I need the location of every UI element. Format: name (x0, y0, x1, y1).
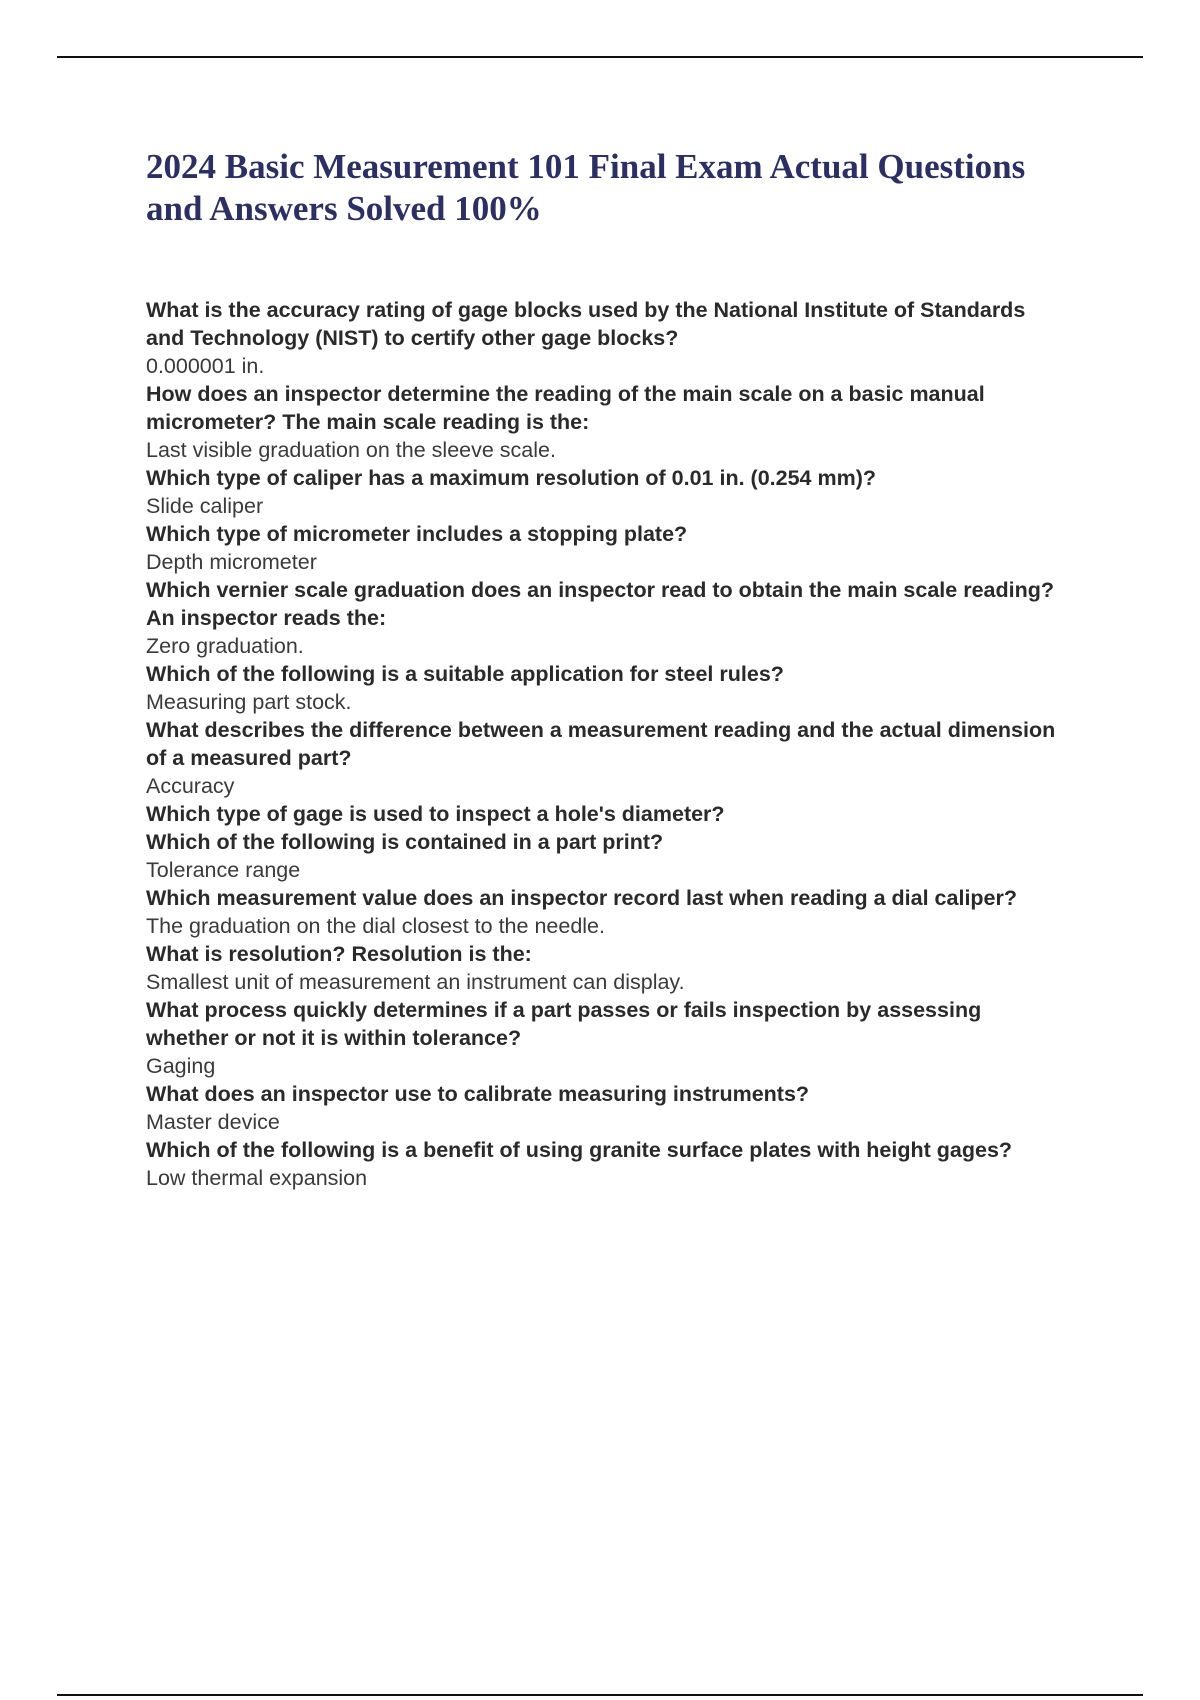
qa-item (146, 464, 1066, 520)
answer-text: Gaging (146, 1054, 216, 1078)
answer-text: Master device (146, 1110, 280, 1134)
qa-item (146, 1136, 1066, 1192)
qa-item (146, 520, 1066, 576)
question-text: What is the accuracy rating of gage blocks used by the National Institute of Standards and Technology (NIST) to certify other gage blocks? (146, 298, 1026, 350)
answer-text: Last visible graduation on the sleeve scale. (146, 438, 556, 462)
answer-text: Low thermal expansion (146, 1166, 368, 1190)
question-text: What is resolution? Resolution is the: (146, 942, 532, 966)
qa-item (146, 828, 1066, 884)
question-text: What does an inspector use to calibrate measuring instruments? (146, 1082, 810, 1106)
question-text: Which vernier scale graduation does an inspector read to obtain the main scale reading? An inspector reads the: (146, 578, 1054, 630)
question-text: What process quickly determines if a part passes or fails inspection by assessing whether or not it is within tolerance? (146, 998, 982, 1050)
qa-item (146, 716, 1066, 800)
qa-item (146, 940, 1066, 996)
question-text: Which of the following is a benefit of using granite surface plates with height gages? (146, 1138, 1013, 1162)
question-text: How does an inspector determine the reading of the main scale on a basic manual micrometer? The main scale reading is the: (146, 382, 985, 434)
document-title: 2024 Basic Measurement 101 Final Exam Actual Questions and Answers Solved 100% (146, 147, 1026, 228)
qa-list (146, 296, 1066, 1192)
answer-text: Accuracy (146, 774, 235, 798)
bottom-rule (57, 1694, 1143, 1696)
document-body (146, 146, 1066, 1192)
qa-item (146, 296, 1066, 380)
answer-text: Slide caliper (146, 494, 264, 518)
answer-text: Depth micrometer (146, 550, 317, 574)
qa-item (146, 996, 1066, 1080)
answer-text: Zero graduation. (146, 634, 304, 658)
qa-item (146, 660, 1066, 716)
question-text: Which of the following is a suitable application for steel rules? (146, 662, 784, 686)
qa-item (146, 380, 1066, 464)
answer-text: Smallest unit of measurement an instrument can display. (146, 970, 685, 994)
answer-text: Measuring part stock. (146, 690, 352, 714)
answer-text: Tolerance range (146, 858, 301, 882)
qa-item (146, 800, 1066, 828)
qa-item (146, 884, 1066, 940)
top-rule (57, 56, 1143, 58)
question-text: What describes the difference between a measurement reading and the actual dimension of a measured part? (146, 718, 1056, 770)
question-text: Which measurement value does an inspector record last when reading a dial caliper? (146, 886, 1018, 910)
answer-text: The graduation on the dial closest to the needle. (146, 914, 605, 938)
qa-item (146, 576, 1066, 660)
question-text: Which type of gage is used to inspect a hole's diameter? (146, 802, 725, 826)
question-text: Which type of caliper has a maximum resolution of 0.01 in. (0.254 mm)? (146, 466, 876, 490)
qa-item (146, 1080, 1066, 1136)
answer-text: 0.000001 in. (146, 354, 265, 378)
question-text: Which of the following is contained in a part print? (146, 830, 664, 854)
question-text: Which type of micrometer includes a stopping plate? (146, 522, 688, 546)
